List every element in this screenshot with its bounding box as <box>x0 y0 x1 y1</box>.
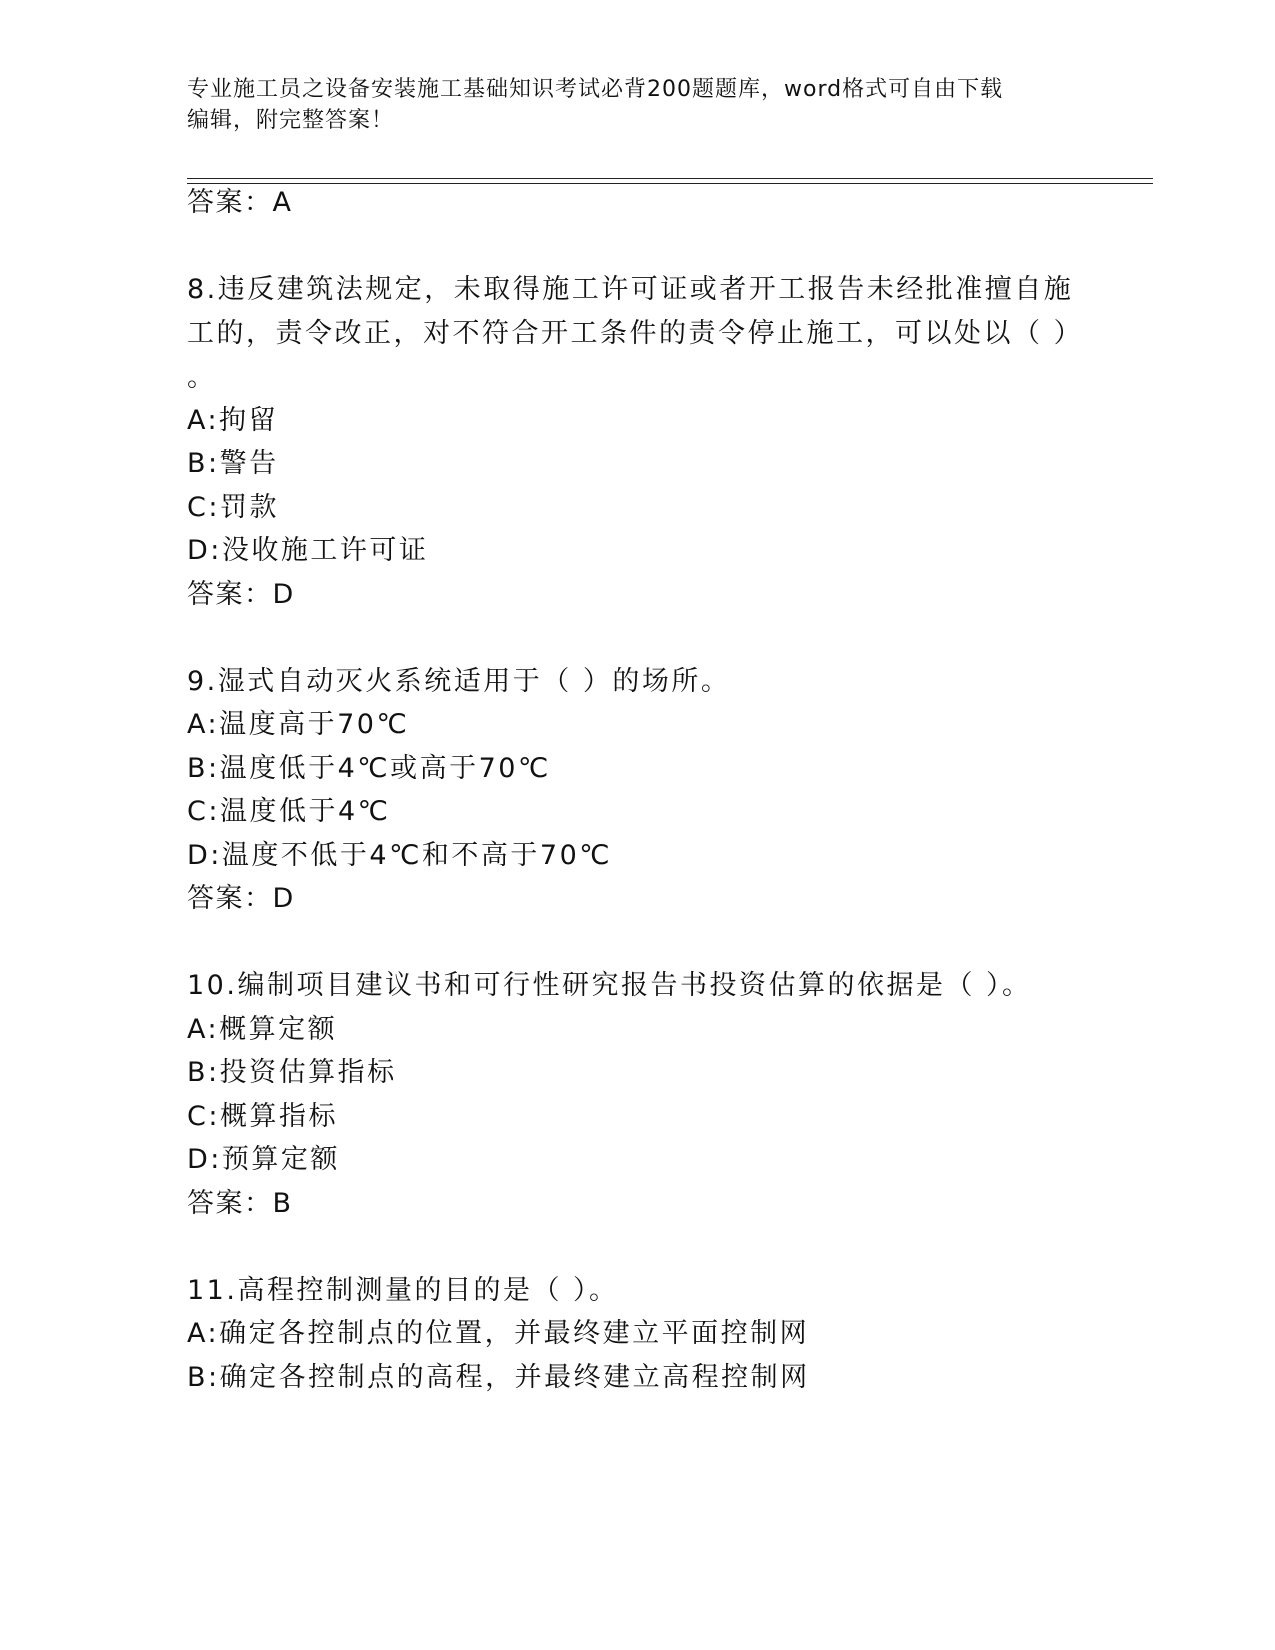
previous-answer: 答案：A <box>187 187 293 218</box>
question-11-option-a: A:确定各控制点的位置，并最终建立平面控制网 <box>187 1318 810 1349</box>
question-9-stem: 9.湿式自动灭火系统适用于（ ）的场所。 <box>187 666 731 697</box>
question-9-option-c: C:温度低于4℃ <box>187 796 391 827</box>
header-title-line-1: 专业施工员之设备安装施工基础知识考试必背200题题库，word格式可自由下载 <box>187 77 1004 102</box>
document-header <box>187 74 1067 136</box>
question-8-option-a: A:拘留 <box>187 405 279 436</box>
question-10-option-b: B:投资估算指标 <box>187 1057 397 1088</box>
question-9-option-a: A:温度高于70℃ <box>187 709 410 740</box>
question-9-answer: 答案：D <box>187 883 295 914</box>
question-11-option-b: B:确定各控制点的高程，并最终建立高程控制网 <box>187 1362 810 1393</box>
header-title-line-2: 编辑，附完整答案！ <box>187 108 395 133</box>
question-9-option-b: B:温度低于4℃或高于70℃ <box>187 753 551 784</box>
question-10-answer: 答案：B <box>187 1188 293 1219</box>
question-8-option-d: D:没收施工许可证 <box>187 535 429 566</box>
question-8-option-b: B:警告 <box>187 448 279 479</box>
question-10-option-d: D:预算定额 <box>187 1144 340 1175</box>
question-9-option-d: D:温度不低于4℃和不高于70℃ <box>187 840 613 871</box>
header-divider-bottom <box>187 183 1153 184</box>
question-10-option-a: A:概算定额 <box>187 1014 338 1045</box>
header-divider-top <box>187 178 1153 179</box>
question-8-answer: 答案：D <box>187 579 295 610</box>
question-8-stem-line-3: 。 <box>187 362 217 393</box>
question-8-stem-line-1: 8.违反建筑法规定，未取得施工许可证或者开工报告未经批准擅自施 <box>187 274 1074 305</box>
question-8-stem-line-2: 工的，责令改正，对不符合开工条件的责令停止施工，可以处以（ ） <box>187 318 1084 349</box>
question-10-option-c: C:概算指标 <box>187 1101 338 1132</box>
question-11-stem: 11.高程控制测量的目的是（ ）。 <box>187 1275 619 1306</box>
question-10-stem: 10.编制项目建议书和可行性研究报告书投资估算的依据是（ ）。 <box>187 970 1032 1001</box>
question-8-option-c: C:罚款 <box>187 492 279 523</box>
